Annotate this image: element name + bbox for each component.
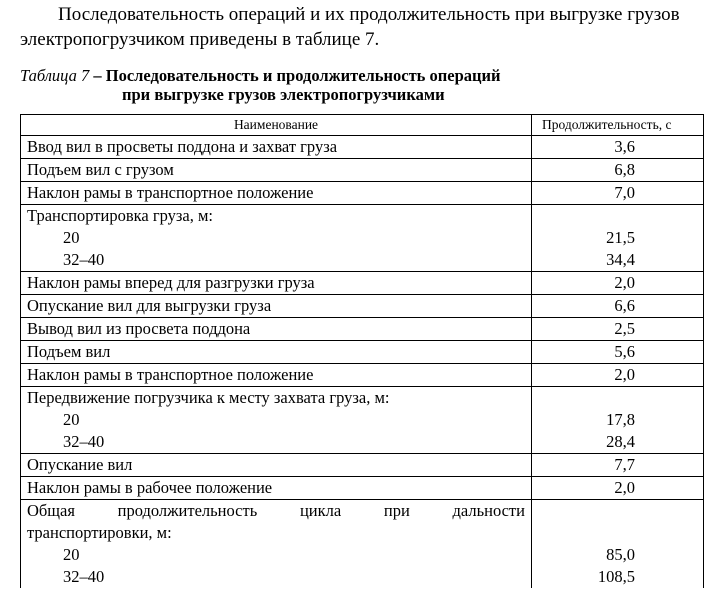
- operation-name-text: Передвижение погрузчика к месту захвата груза, м:: [27, 388, 390, 407]
- operation-name: Ввод вил в просветы поддона и захват груза: [21, 136, 532, 159]
- table-row: [21, 295, 704, 318]
- operation-duration: [532, 205, 704, 272]
- distance-label: 20: [63, 228, 80, 247]
- operation-name: Подъем вил с грузом: [21, 159, 532, 182]
- operation-name: [21, 387, 532, 454]
- operation-name: [21, 500, 532, 589]
- spacer: [538, 205, 635, 227]
- distance-label: 32–40: [63, 250, 105, 269]
- table-row: [21, 454, 704, 477]
- distance-duration: 85,0: [606, 545, 635, 564]
- total-name-word: Общая: [27, 501, 75, 520]
- total-name-line-2: транспортировки, м:: [27, 523, 172, 542]
- operation-name: Подъем вил: [21, 341, 532, 364]
- operation-name: Наклон рамы в транспортное положение: [21, 364, 532, 387]
- header-name: Наименование: [21, 115, 532, 136]
- operation-name: Опускание вил: [21, 454, 532, 477]
- operation-duration: [532, 500, 704, 589]
- distance-duration: 34,4: [606, 250, 635, 269]
- operation-duration: 3,6: [532, 136, 704, 159]
- table-row: [21, 364, 704, 387]
- operation-duration: [532, 387, 704, 454]
- total-name-line-1: [27, 500, 525, 522]
- operation-duration: 2,0: [532, 272, 704, 295]
- intro-paragraph: [20, 2, 714, 52]
- table-row: [21, 182, 704, 205]
- table-row: [21, 159, 704, 182]
- operations-table: [20, 114, 704, 588]
- total-name-word: при: [383, 501, 410, 520]
- table-row: [21, 205, 704, 272]
- operation-name: Вывод вил из просвета поддона: [21, 318, 532, 341]
- operation-name: Наклон рамы в рабочее положение: [21, 477, 532, 500]
- spacer: [538, 522, 635, 544]
- table-row-total: [21, 500, 704, 589]
- intro-line-2: электропогрузчиком приведены в таблице 7.: [20, 29, 380, 50]
- table-caption-title-line-2: при выгрузке грузов электропогрузчиками: [122, 85, 445, 104]
- table-caption-label: Таблица 7: [20, 66, 90, 85]
- table-row: [21, 477, 704, 500]
- operation-duration: 2,0: [532, 364, 704, 387]
- table-caption-title-line-1: Последовательность и продолжительность операций: [105, 66, 501, 85]
- distance-duration: 28,4: [606, 432, 635, 451]
- operation-name: Наклон рамы в транспортное положение: [21, 182, 532, 205]
- spacer: [538, 500, 635, 522]
- operation-duration: 6,8: [532, 159, 704, 182]
- operation-name-text: Транспортировка груза, м:: [27, 206, 214, 225]
- table-caption: [20, 66, 710, 104]
- spacer: [538, 387, 635, 409]
- operation-duration: 2,0: [532, 477, 704, 500]
- distance-duration: 21,5: [606, 228, 635, 247]
- table-row: [21, 272, 704, 295]
- table-row: [21, 136, 704, 159]
- header-duration: Продолжительность, с: [532, 115, 704, 136]
- distance-label: 20: [63, 410, 80, 429]
- table-caption-dash: –: [89, 66, 106, 85]
- operation-name: Опускание вил для выгрузки груза: [21, 295, 532, 318]
- distance-label: 20: [63, 545, 80, 564]
- operation-duration: 7,7: [532, 454, 704, 477]
- operation-name: [21, 205, 532, 272]
- table-row: [21, 341, 704, 364]
- operation-duration: 6,6: [532, 295, 704, 318]
- total-name-word: дальности: [452, 501, 525, 520]
- distance-duration: 17,8: [606, 410, 635, 429]
- total-name-word: цикла: [299, 501, 342, 520]
- distance-label: 32–40: [63, 567, 105, 586]
- distance-label: 32–40: [63, 432, 105, 451]
- operation-name: Наклон рамы вперед для разгрузки груза: [21, 272, 532, 295]
- total-name-word: продолжительность: [117, 501, 258, 520]
- operation-duration: 7,0: [532, 182, 704, 205]
- intro-line-1: Последовательность операций и их продолжительность при выгрузке грузов: [58, 4, 680, 25]
- table-header-row: [21, 115, 704, 136]
- distance-duration: 108,5: [597, 567, 635, 586]
- operation-duration: 5,6: [532, 341, 704, 364]
- operation-duration: 2,5: [532, 318, 704, 341]
- table-row: [21, 387, 704, 454]
- table-row: [21, 318, 704, 341]
